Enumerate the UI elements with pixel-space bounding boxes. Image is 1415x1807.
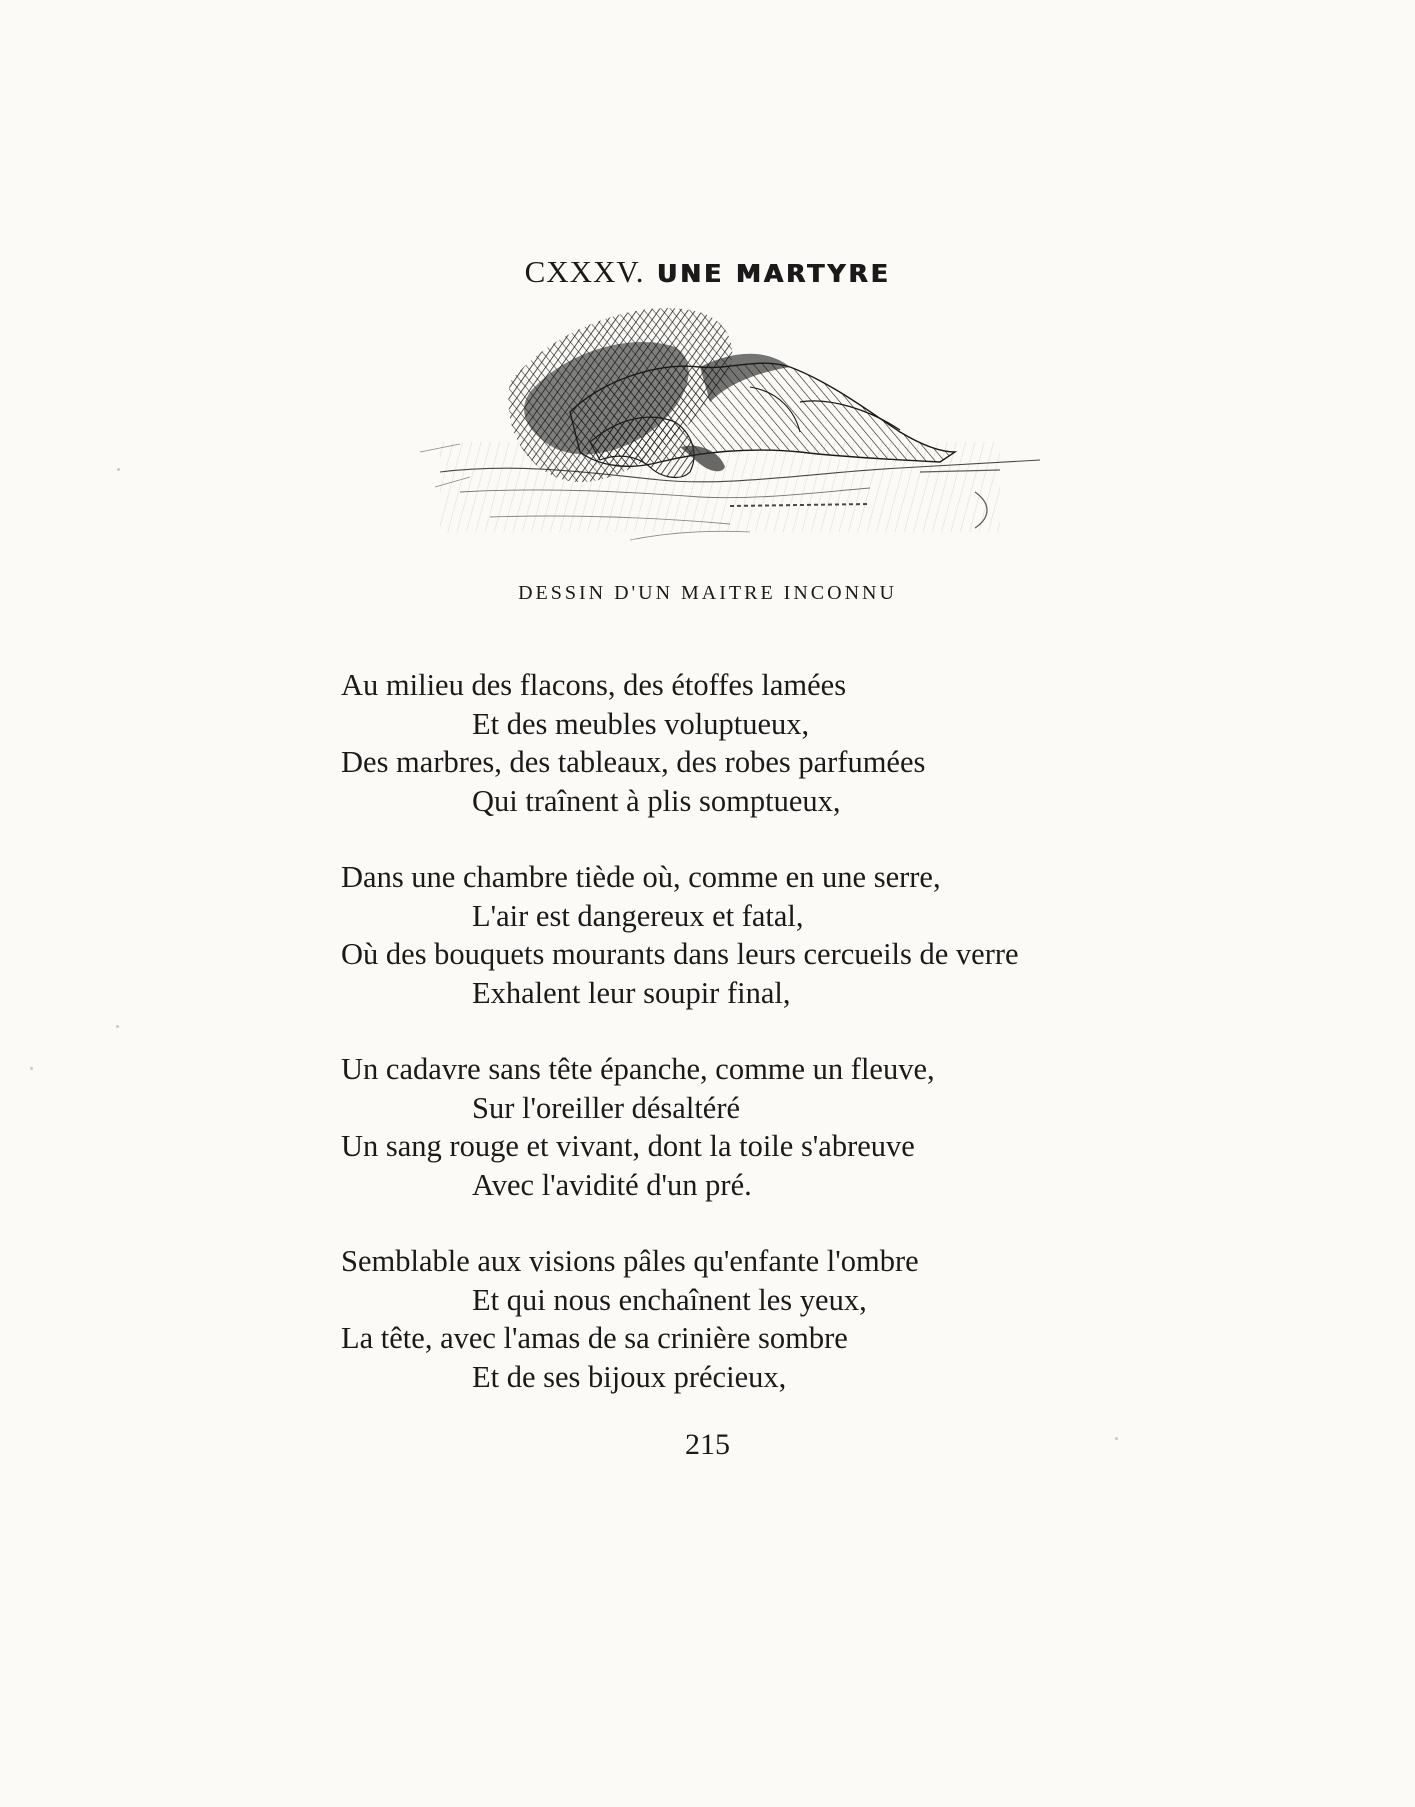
verse-line: Et qui nous enchaînent les yeux, <box>472 1282 867 1317</box>
stanza <box>341 1242 1141 1396</box>
paper-speck <box>117 468 120 471</box>
verse-line: Sur l'oreiller désaltéré <box>472 1090 741 1125</box>
paper-speck <box>30 1067 33 1070</box>
verse-line: Un cadavre sans tête épanche, comme un fleuve, <box>341 1052 935 1086</box>
verse-line: Au milieu des flacons, des étoffes lamées <box>341 668 847 702</box>
verse-line: Exhalent leur soupir final, <box>472 975 791 1010</box>
stanza <box>341 858 1141 1012</box>
illustration-caption: DESSIN D'UN MAITRE INCONNU <box>518 582 897 604</box>
engraving-illustration <box>400 292 1050 592</box>
verse-line: Avec l'avidité d'un pré. <box>472 1167 752 1202</box>
poem-title <box>0 254 1415 290</box>
verse-line: Un sang rouge et vivant, dont la toile s'abreuve <box>341 1129 915 1163</box>
verse-line: Dans une chambre tiède où, comme en une serre, <box>341 860 941 894</box>
verse-line: Qui traînent à plis somptueux, <box>472 783 841 818</box>
verse-line: Des marbres, des tableaux, des robes parfumées <box>341 745 926 779</box>
verse-line: Où des bouquets mourants dans leurs cercueils de verre <box>341 937 1019 971</box>
poem-number: CXXXV. <box>524 254 645 289</box>
stanza <box>341 1050 1141 1204</box>
poem-body <box>341 666 1141 1434</box>
stanza <box>341 666 1141 820</box>
verse-line: L'air est dangereux et fatal, <box>472 898 804 933</box>
verse-line: Et de ses bijoux précieux, <box>472 1359 787 1394</box>
page-number: 215 <box>685 1428 730 1461</box>
verse-line: Et des meubles voluptueux, <box>472 706 810 741</box>
verse-line: La tête, avec l'amas de sa crinière sombre <box>341 1321 848 1355</box>
paper-speck <box>116 1025 119 1028</box>
poem-name: UNE MARTYRE <box>656 259 891 288</box>
verse-line: Semblable aux visions pâles qu'enfante l'ombre <box>341 1244 919 1278</box>
